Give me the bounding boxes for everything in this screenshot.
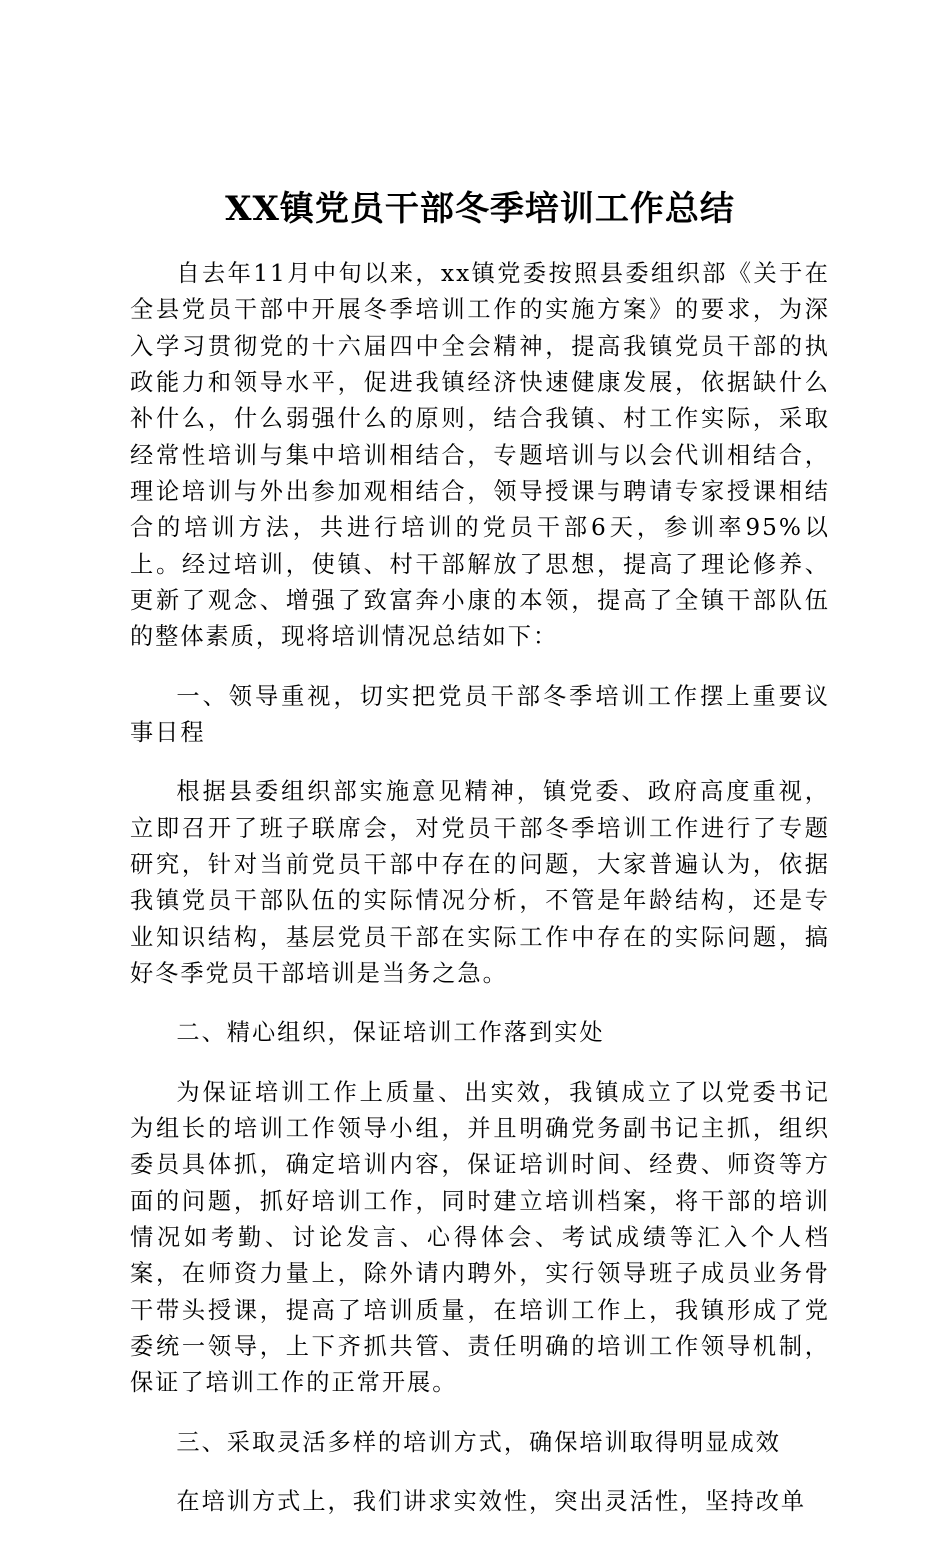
section-heading-2: 二、精心组织，保证培训工作落到实处 — [176, 1019, 605, 1047]
section-2-paragraph: 为保证培训工作上质量、出实效，我镇成立了以党委书记为组长的培训工作领导小组，并且明确党务副书记主抓，组织委员具体抓，确定培训内容，保证培训时间、经费、师资等方面的问题，抓好培训工作，同时建立培训档案，将干部的培训情况如考勤、讨论发言、心得体会、考试成绩等汇入个人档案，在师资力量上，除外请内聘外，实行领导班子成员业务骨干带头授课，提高了培训质量，在培训工作上，我镇形成了党委统一领导，上下齐抓共管、责任明确的培训工作领导机制，保证了培训工作的正常开展。 — [130, 1078, 830, 1397]
section-heading-3: 三、采取灵活多样的培训方式，确保培训取得明显成效 — [176, 1428, 781, 1456]
document-body — [130, 256, 830, 1520]
intro-paragraph: 自去年11月中旬以来，xx镇党委按照县委组织部《关于在全县党员干部中开展冬季培训工作的实施方案》的要求，为深入学习贯彻党的十六届四中全会精神，提高我镇党员干部的执政能力和领导水平，促进我镇经济快速健康发展，依据缺什么补什么，什么弱强什么的原则，结合我镇、村工作实际，采取经常性培训与集中培训相结合，专题培训与以会代训相结合，理论培训与外出参加观相结合，领导授课与聘请专家授课相结合的培训方法，共进行培训的党员干部6天，参训率95%以上。经过培训，使镇、村干部解放了思想，提高了理论修养、更新了观念、增强了致富奔小康的本领，提高了全镇干部队伍的整体素质，现将培训情况总结如下： — [130, 260, 830, 651]
document-page — [130, 185, 830, 1544]
section-heading-1: 一、领导重视，切实把党员干部冬季培训工作摆上重要议事日程 — [130, 682, 830, 746]
section-1-paragraph: 根据县委组织部实施意见精神，镇党委、政府高度重视，立即召开了班子联席会，对党员干部冬季培训工作进行了专题研究，针对当前党员干部中存在的问题，大家普遍认为，依据我镇党员干部队伍的实际情况分析，不管是年龄结构，还是专业知识结构，基层党员干部在实际工作中存在的实际问题，搞好冬季党员干部培训是当务之急。 — [130, 778, 830, 987]
section-3-paragraph: 在培训方式上，我们讲求实效性，突出灵活性，坚持改单 — [176, 1488, 807, 1516]
document-title: XX镇党员干部冬季培训工作总结 — [225, 189, 735, 229]
